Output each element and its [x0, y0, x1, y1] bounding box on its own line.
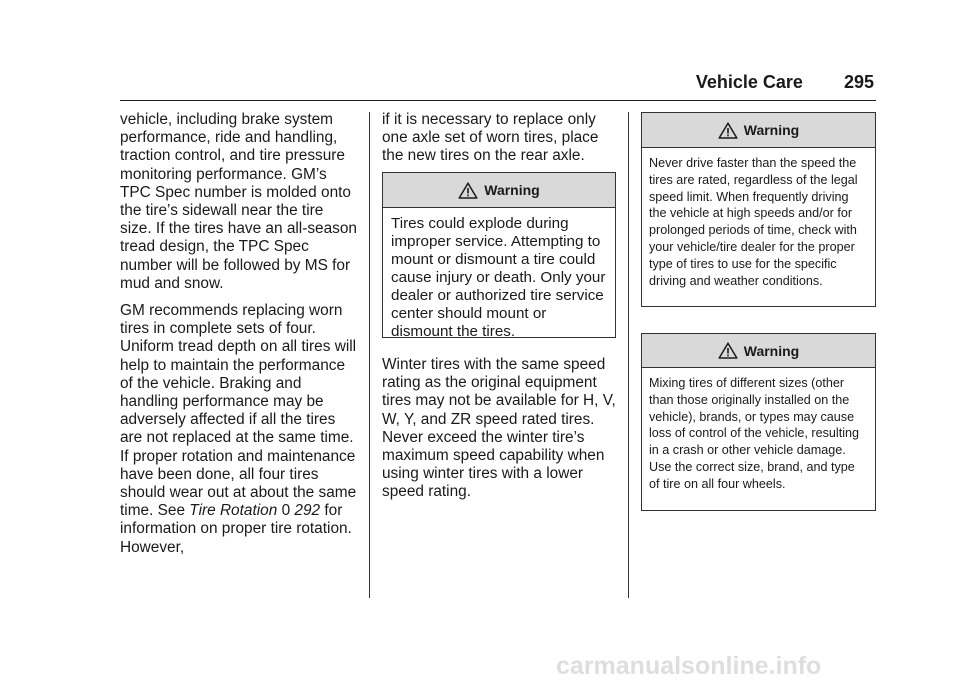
warning-header	[642, 334, 875, 368]
warning-title: Warning	[743, 342, 800, 359]
section-title: Vehicle Care	[695, 72, 803, 92]
warning-triangle-icon	[718, 342, 738, 359]
warning-text: Mixing tires of different sizes (other than those originally installed on the vehicle), brands, or types may cause loss of control of the vehicle, resulting in a crash or other vehicle damage. Use the correct size, brand, and type of tire on all four wheels.	[649, 376, 860, 491]
page-ref-icon: 0	[281, 502, 291, 520]
warning-triangle-icon	[718, 122, 738, 139]
column-2	[382, 111, 618, 166]
tire-rotation-page-ref[interactable]: 292	[294, 502, 321, 520]
paragraph-rotation: If proper rotation and maintenance have been done, all four tires should wear out at about the same time. See Tire Rotation 0 292 for information on proper tire rotation. However,	[120, 447, 357, 556]
warning-header	[383, 173, 615, 208]
paragraph-tpc-spec: vehicle, including brake system performance, ride and handling, traction control, and tire pressure monitoring performance. GM’s TPC Spec number is molded onto the tire’s sidewall near the tire size. If the tires have an all-season tread design, the TPC Spec number will be followed by MS for mud and snow.	[120, 111, 357, 292]
watermark: carmanualsonline.info	[556, 652, 822, 680]
column-1	[120, 111, 358, 566]
page-header	[696, 72, 874, 93]
warning-text: Tires could explode during improper service. Attempting to mount or dismount a tire could cause injury or death. Only your dealer or authorized tire service center should mount or dismount the tires.	[391, 215, 606, 340]
warning-triangle-icon	[458, 182, 478, 199]
paragraph-replace-sets: GM recommends replacing worn tires in complete sets of four. Uniform tread depth on all tires will help to maintain the performance of the vehicle. Braking and handling performance may be adversely affected if all the tires are not replaced at the same time.	[120, 302, 357, 447]
paragraph-winter-tires: Winter tires with the same speed rating as the original equipment tires may not be available for H, V, W, Y, and ZR speed rated tires. Never exceed the winter tire’s maximum speed capability when using winter tires with a lower speed rating.	[382, 356, 616, 501]
warning-text: Never drive faster than the speed the tires are rated, regardless of the legal speed limit. When frequently driving the vehicle at high speeds and/or for prolonged periods of time, check with your vehicle/tire dealer for the proper type of tires to use for the specific driving and weather conditions.	[649, 156, 858, 288]
warning-box-speed	[641, 112, 876, 307]
tire-rotation-link[interactable]: Tire Rotation	[189, 502, 278, 520]
column-divider-2	[628, 112, 629, 598]
warning-title: Warning	[484, 182, 540, 198]
warning-title: Warning	[743, 122, 800, 138]
page-number: 295	[843, 72, 874, 92]
header-rule	[120, 100, 876, 101]
warning-box-service	[382, 172, 616, 338]
column-divider-1	[369, 112, 370, 598]
column-2-lower	[382, 356, 618, 502]
paragraph-rear-axle: if it is necessary to replace only one axle set of worn tires, place the new tires on the rear axle.	[382, 111, 599, 165]
warning-header	[642, 113, 875, 148]
warning-box-mixing	[641, 333, 876, 511]
